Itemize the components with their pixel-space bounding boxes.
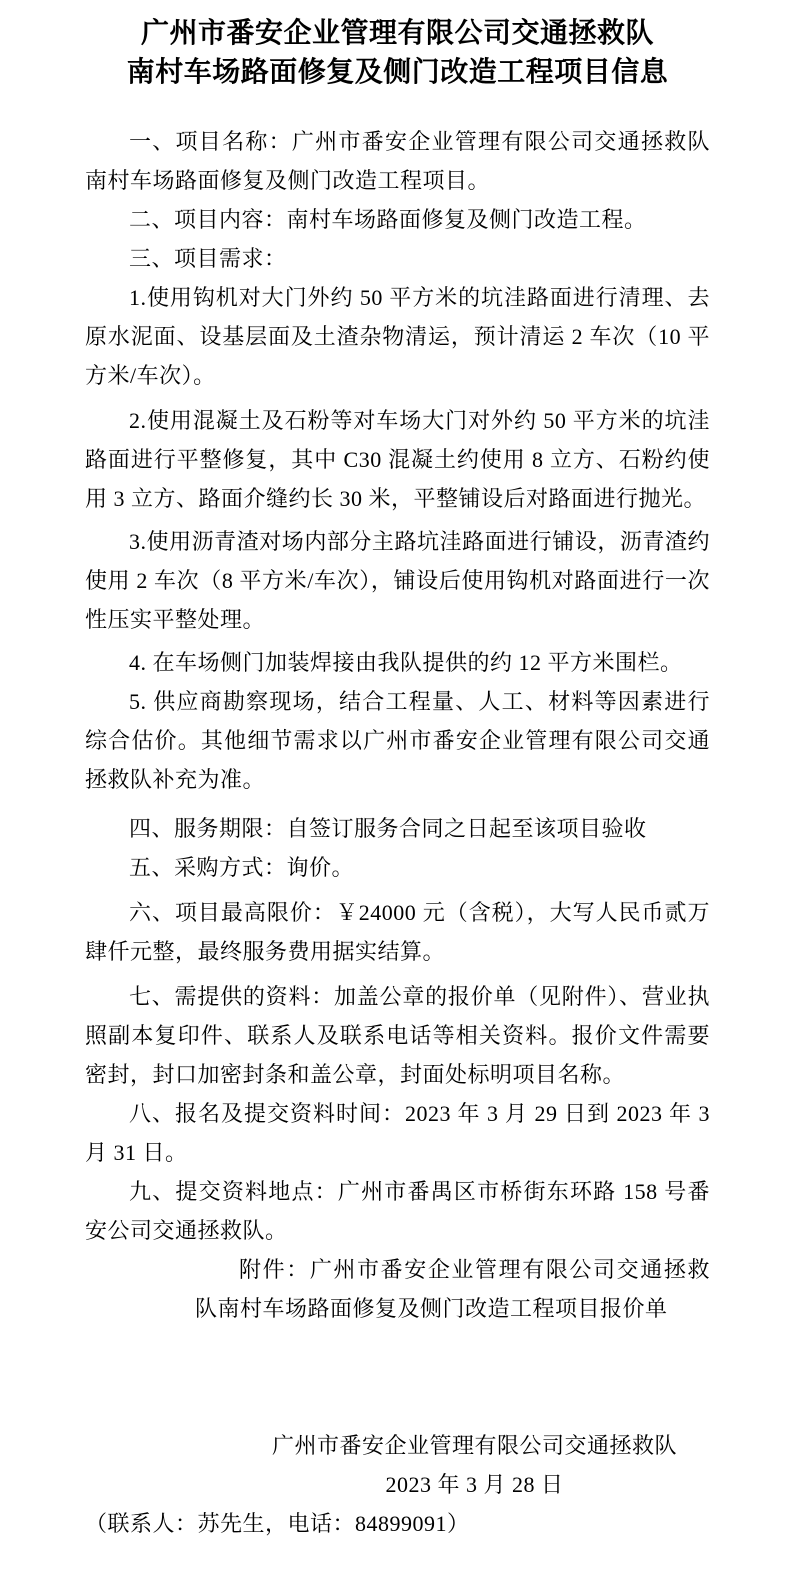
signature-date: 2023 年 3 月 28 日 — [385, 1472, 564, 1497]
signature-block — [272, 1426, 677, 1504]
para-requirement-1: 1.使用钩机对大门外约 50 平方米的坑洼路面进行清理、去原水泥面、设基层面及土渣杂物清运，预计清运 2 车次（10 平方米/车次）。 — [85, 285, 710, 388]
document-title — [85, 14, 710, 92]
para-procurement-method: 五、采购方式：询价。 — [129, 855, 355, 880]
document-body — [85, 122, 710, 1328]
para-service-period: 四、服务期限：自签订服务合同之日起至该项目验收 — [129, 816, 647, 841]
para-project-requirements-heading: 三、项目需求： — [129, 246, 287, 271]
para-requirement-2: 2.使用混凝土及石粉等对车场大门对外约 50 平方米的坑洼路面进行平整修复，其中 C30 混凝土约使用 8 立方、石粉约使用 3 立方、路面介缝约长 30 米，平整铺设后对路面进行抛光。 — [85, 408, 710, 511]
para-requirement-5: 5. 供应商勘察现场，结合工程量、人工、材料等因素进行综合估价。其他细节需求以广州市番安企业管理有限公司交通拯救队补充为准。 — [85, 689, 710, 792]
para-submission-location: 九、提交资料地点：广州市番禺区市桥街东环路 158 号番安公司交通拯救队。 — [85, 1179, 710, 1243]
signature-organization: 广州市番安企业管理有限公司交通拯救队 — [271, 1433, 677, 1458]
para-submission-time: 八、报名及提交资料时间：2023 年 3 月 29 日到 2023 年 3 月 31 日。 — [85, 1101, 710, 1165]
para-requirement-4: 4. 在车场侧门加装焊接由我队提供的约 12 平方米围栏。 — [129, 650, 683, 675]
para-max-price: 六、项目最高限价：￥24000 元（含税），大写人民币贰万肆仟元整，最终服务费用据实结算。 — [85, 900, 710, 964]
para-project-content: 二、项目内容：南村车场路面修复及侧门改造工程。 — [129, 207, 647, 232]
document-title-line-2: 南村车场路面修复及侧门改造工程项目信息 — [126, 57, 669, 88]
document-title-line-1: 广州市番安企业管理有限公司交通拯救队 — [140, 18, 654, 49]
para-required-documents: 七、需提供的资料：加盖公章的报价单（见附件）、营业执照副本复印件、联系人及联系电话等相关资料。报价文件需要密封，封口加密封条和盖公章，封面处标明项目名称。 — [85, 984, 710, 1087]
attachment-text: 广州市番安企业管理有限公司交通拯救队南村车场路面修复及侧门改造工程项目报价单 — [195, 1257, 710, 1321]
contact-line: （联系人：苏先生，电话：84899091） — [85, 1511, 470, 1536]
para-project-name: 一、项目名称：广州市番安企业管理有限公司交通拯救队南村车场路面修复及侧门改造工程项目。 — [85, 129, 710, 193]
para-requirement-3: 3.使用沥青渣对场内部分主路坑洼路面进行铺设，沥青渣约使用 2 车次（8 平方米/车次），铺设后使用钩机对路面进行一次性压实平整处理。 — [85, 529, 710, 632]
attachment-note — [85, 1250, 710, 1328]
attachment-label: 附件： — [239, 1257, 310, 1282]
